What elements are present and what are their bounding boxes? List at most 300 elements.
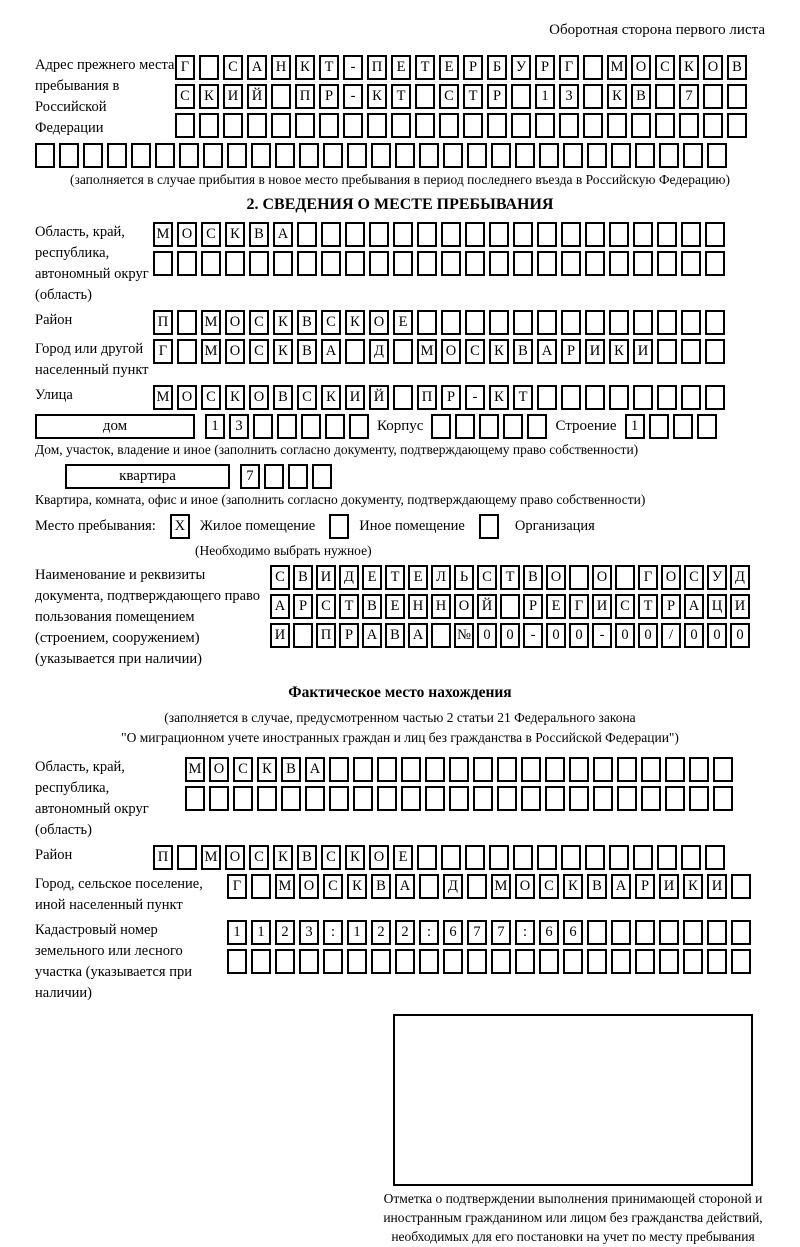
char-box[interactable] <box>585 251 605 276</box>
char-box[interactable] <box>323 143 343 168</box>
char-box[interactable]: М <box>607 55 627 80</box>
char-box[interactable] <box>561 310 581 335</box>
char-box[interactable]: М <box>201 310 221 335</box>
char-box[interactable]: О <box>299 874 319 899</box>
char-box[interactable]: О <box>661 565 681 590</box>
char-box[interactable]: 0 <box>684 623 704 648</box>
char-box[interactable] <box>489 251 509 276</box>
char-box[interactable] <box>583 113 603 138</box>
char-box[interactable] <box>587 920 607 945</box>
char-box[interactable]: Е <box>439 55 459 80</box>
char-box[interactable] <box>369 222 389 247</box>
char-box[interactable]: : <box>515 920 535 945</box>
char-box[interactable]: О <box>209 757 229 782</box>
char-box[interactable] <box>537 385 557 410</box>
char-box[interactable] <box>731 920 751 945</box>
char-box[interactable] <box>257 786 277 811</box>
char-box[interactable]: О <box>225 845 245 870</box>
char-box[interactable]: О <box>249 385 269 410</box>
char-box[interactable] <box>585 310 605 335</box>
char-box[interactable]: М <box>201 845 221 870</box>
char-box[interactable]: Г <box>638 565 658 590</box>
char-box[interactable]: К <box>257 757 277 782</box>
char-box[interactable]: И <box>707 874 727 899</box>
char-box[interactable]: К <box>489 339 509 364</box>
char-box[interactable]: 0 <box>615 623 635 648</box>
char-box[interactable] <box>657 222 677 247</box>
char-box[interactable] <box>401 757 421 782</box>
char-box[interactable]: Т <box>319 55 339 80</box>
char-box[interactable] <box>607 113 627 138</box>
char-box[interactable]: К <box>199 84 219 109</box>
char-box[interactable]: Н <box>431 594 451 619</box>
char-box[interactable] <box>465 222 485 247</box>
char-box[interactable] <box>683 920 703 945</box>
char-box[interactable]: 3 <box>299 920 319 945</box>
char-box[interactable] <box>561 385 581 410</box>
char-box[interactable] <box>561 845 581 870</box>
char-box[interactable] <box>569 757 589 782</box>
char-box[interactable]: 1 <box>347 920 367 945</box>
char-box[interactable] <box>177 251 197 276</box>
char-box[interactable] <box>59 143 79 168</box>
char-box[interactable] <box>681 310 701 335</box>
char-box[interactable] <box>295 113 315 138</box>
char-box[interactable]: 0 <box>477 623 497 648</box>
char-box[interactable]: К <box>489 385 509 410</box>
char-box[interactable]: С <box>175 84 195 109</box>
char-box[interactable]: Е <box>391 55 411 80</box>
char-box[interactable]: 0 <box>500 623 520 648</box>
char-box[interactable]: 1 <box>535 84 555 109</box>
char-box[interactable] <box>563 949 583 974</box>
char-box[interactable] <box>559 113 579 138</box>
char-box[interactable]: 2 <box>371 920 391 945</box>
char-box[interactable] <box>563 143 583 168</box>
char-box[interactable]: К <box>273 310 293 335</box>
char-box[interactable] <box>635 949 655 974</box>
char-box[interactable]: А <box>408 623 428 648</box>
char-box[interactable] <box>497 757 517 782</box>
char-box[interactable] <box>415 84 435 109</box>
char-box[interactable] <box>681 222 701 247</box>
char-box[interactable]: К <box>321 385 341 410</box>
char-box[interactable] <box>611 949 631 974</box>
char-box[interactable] <box>500 594 520 619</box>
char-box[interactable] <box>441 251 461 276</box>
char-box[interactable] <box>264 464 284 489</box>
char-box[interactable]: 0 <box>546 623 566 648</box>
char-box[interactable]: У <box>511 55 531 80</box>
char-box[interactable] <box>611 920 631 945</box>
char-box[interactable]: К <box>563 874 583 899</box>
checkbox-other-premises[interactable] <box>329 514 349 539</box>
char-box[interactable] <box>633 251 653 276</box>
char-box[interactable]: Р <box>441 385 461 410</box>
char-box[interactable] <box>209 786 229 811</box>
char-box[interactable] <box>655 84 675 109</box>
char-box[interactable] <box>585 222 605 247</box>
char-box[interactable] <box>689 786 709 811</box>
char-box[interactable]: О <box>441 339 461 364</box>
char-box[interactable]: Р <box>661 594 681 619</box>
char-box[interactable]: С <box>655 55 675 80</box>
char-box[interactable] <box>587 949 607 974</box>
char-box[interactable] <box>253 414 273 439</box>
char-box[interactable] <box>391 113 411 138</box>
char-box[interactable] <box>277 414 297 439</box>
char-box[interactable] <box>537 845 557 870</box>
char-box[interactable]: А <box>270 594 290 619</box>
char-box[interactable]: К <box>225 222 245 247</box>
char-box[interactable] <box>615 565 635 590</box>
char-box[interactable] <box>395 949 415 974</box>
char-box[interactable] <box>301 414 321 439</box>
char-box[interactable] <box>185 786 205 811</box>
char-box[interactable]: Г <box>227 874 247 899</box>
char-box[interactable] <box>515 143 535 168</box>
char-box[interactable] <box>609 310 629 335</box>
char-box[interactable] <box>569 786 589 811</box>
char-box[interactable]: Д <box>443 874 463 899</box>
char-box[interactable] <box>585 385 605 410</box>
checkbox-organization[interactable] <box>479 514 499 539</box>
char-box[interactable]: Р <box>635 874 655 899</box>
char-box[interactable]: И <box>592 594 612 619</box>
char-box[interactable]: А <box>611 874 631 899</box>
char-box[interactable]: А <box>247 55 267 80</box>
char-box[interactable] <box>325 414 345 439</box>
char-box[interactable]: И <box>345 385 365 410</box>
char-box[interactable] <box>683 143 703 168</box>
char-box[interactable] <box>527 414 547 439</box>
char-box[interactable]: 3 <box>559 84 579 109</box>
char-box[interactable]: С <box>439 84 459 109</box>
char-box[interactable]: № <box>454 623 474 648</box>
char-box[interactable]: С <box>270 565 290 590</box>
char-box[interactable] <box>271 113 291 138</box>
char-box[interactable] <box>177 339 197 364</box>
char-box[interactable]: М <box>417 339 437 364</box>
char-box[interactable] <box>465 310 485 335</box>
char-box[interactable] <box>587 143 607 168</box>
char-box[interactable] <box>583 84 603 109</box>
char-box[interactable]: М <box>275 874 295 899</box>
char-box[interactable]: К <box>609 339 629 364</box>
char-box[interactable]: С <box>465 339 485 364</box>
char-box[interactable]: 7 <box>491 920 511 945</box>
char-box[interactable]: П <box>367 55 387 80</box>
char-box[interactable]: 0 <box>569 623 589 648</box>
char-box[interactable] <box>275 949 295 974</box>
char-box[interactable] <box>441 845 461 870</box>
char-box[interactable]: Т <box>339 594 359 619</box>
char-box[interactable] <box>297 222 317 247</box>
char-box[interactable]: М <box>201 339 221 364</box>
char-box[interactable] <box>727 84 747 109</box>
char-box[interactable] <box>633 385 653 410</box>
char-box[interactable]: / <box>661 623 681 648</box>
char-box[interactable] <box>155 143 175 168</box>
char-box[interactable]: И <box>316 565 336 590</box>
char-box[interactable]: С <box>684 565 704 590</box>
char-box[interactable] <box>633 845 653 870</box>
char-box[interactable]: Е <box>408 565 428 590</box>
char-box[interactable]: Г <box>559 55 579 80</box>
char-box[interactable] <box>353 786 373 811</box>
char-box[interactable] <box>539 143 559 168</box>
char-box[interactable]: Т <box>463 84 483 109</box>
char-box[interactable] <box>681 251 701 276</box>
char-box[interactable]: - <box>465 385 485 410</box>
char-box[interactable] <box>683 949 703 974</box>
char-box[interactable] <box>585 845 605 870</box>
char-box[interactable] <box>425 786 445 811</box>
char-box[interactable] <box>593 757 613 782</box>
char-box[interactable]: К <box>345 310 365 335</box>
char-box[interactable]: Е <box>385 594 405 619</box>
char-box[interactable]: 6 <box>539 920 559 945</box>
char-box[interactable] <box>353 757 373 782</box>
char-box[interactable] <box>377 786 397 811</box>
char-box[interactable] <box>431 414 451 439</box>
char-box[interactable]: К <box>225 385 245 410</box>
char-box[interactable] <box>631 113 651 138</box>
char-box[interactable] <box>349 414 369 439</box>
char-box[interactable]: С <box>316 594 336 619</box>
char-box[interactable]: Е <box>362 565 382 590</box>
char-box[interactable]: Л <box>431 565 451 590</box>
char-box[interactable] <box>203 143 223 168</box>
char-box[interactable] <box>473 757 493 782</box>
char-box[interactable] <box>491 143 511 168</box>
char-box[interactable] <box>659 949 679 974</box>
char-box[interactable]: С <box>323 874 343 899</box>
char-box[interactable] <box>417 310 437 335</box>
char-box[interactable] <box>465 845 485 870</box>
char-box[interactable]: О <box>177 222 197 247</box>
char-box[interactable]: В <box>362 594 382 619</box>
char-box[interactable] <box>175 113 195 138</box>
char-box[interactable]: К <box>347 874 367 899</box>
char-box[interactable] <box>489 310 509 335</box>
char-box[interactable] <box>561 222 581 247</box>
char-box[interactable] <box>425 757 445 782</box>
char-box[interactable] <box>415 113 435 138</box>
char-box[interactable] <box>293 623 313 648</box>
char-box[interactable] <box>299 949 319 974</box>
char-box[interactable] <box>443 143 463 168</box>
char-box[interactable]: С <box>223 55 243 80</box>
char-box[interactable] <box>251 949 271 974</box>
char-box[interactable] <box>609 251 629 276</box>
char-box[interactable] <box>223 113 243 138</box>
char-box[interactable] <box>131 143 151 168</box>
char-box[interactable] <box>299 143 319 168</box>
char-box[interactable] <box>511 113 531 138</box>
char-box[interactable]: И <box>659 874 679 899</box>
char-box[interactable]: О <box>592 565 612 590</box>
char-box[interactable]: К <box>607 84 627 109</box>
char-box[interactable] <box>107 143 127 168</box>
char-box[interactable]: К <box>273 339 293 364</box>
char-box[interactable] <box>609 222 629 247</box>
char-box[interactable] <box>247 113 267 138</box>
char-box[interactable]: В <box>631 84 651 109</box>
char-box[interactable]: О <box>703 55 723 80</box>
char-box[interactable] <box>641 757 661 782</box>
char-box[interactable] <box>659 143 679 168</box>
char-box[interactable]: С <box>539 874 559 899</box>
char-box[interactable] <box>609 385 629 410</box>
char-box[interactable]: В <box>293 565 313 590</box>
char-box[interactable]: В <box>523 565 543 590</box>
char-box[interactable] <box>679 113 699 138</box>
char-box[interactable] <box>225 251 245 276</box>
char-box[interactable]: Д <box>730 565 750 590</box>
char-box[interactable] <box>659 920 679 945</box>
char-box[interactable]: 0 <box>707 623 727 648</box>
char-box[interactable] <box>513 310 533 335</box>
char-box[interactable] <box>705 339 725 364</box>
char-box[interactable]: О <box>631 55 651 80</box>
char-box[interactable] <box>609 845 629 870</box>
char-box[interactable]: И <box>223 84 243 109</box>
char-box[interactable] <box>177 845 197 870</box>
char-box[interactable] <box>707 143 727 168</box>
char-box[interactable]: Й <box>369 385 389 410</box>
char-box[interactable]: Н <box>271 55 291 80</box>
char-box[interactable] <box>489 845 509 870</box>
char-box[interactable]: Р <box>339 623 359 648</box>
char-box[interactable]: А <box>684 594 704 619</box>
char-box[interactable]: - <box>343 84 363 109</box>
char-box[interactable] <box>641 786 661 811</box>
char-box[interactable]: Б <box>487 55 507 80</box>
char-box[interactable] <box>345 251 365 276</box>
char-box[interactable]: 7 <box>467 920 487 945</box>
char-box[interactable]: Д <box>339 565 359 590</box>
char-box[interactable]: С <box>297 385 317 410</box>
char-box[interactable] <box>201 251 221 276</box>
char-box[interactable] <box>593 786 613 811</box>
char-box[interactable]: О <box>546 565 566 590</box>
char-box[interactable] <box>251 143 271 168</box>
char-box[interactable]: К <box>345 845 365 870</box>
char-box[interactable]: Р <box>561 339 581 364</box>
char-box[interactable] <box>227 949 247 974</box>
char-box[interactable]: М <box>491 874 511 899</box>
char-box[interactable] <box>439 113 459 138</box>
char-box[interactable]: Г <box>153 339 173 364</box>
char-box[interactable] <box>649 414 669 439</box>
char-box[interactable] <box>521 786 541 811</box>
char-box[interactable] <box>329 786 349 811</box>
char-box[interactable]: В <box>297 339 317 364</box>
char-box[interactable]: С <box>201 385 221 410</box>
char-box[interactable]: Г <box>569 594 589 619</box>
char-box[interactable] <box>441 222 461 247</box>
char-box[interactable] <box>347 143 367 168</box>
char-box[interactable] <box>319 113 339 138</box>
char-box[interactable] <box>35 143 55 168</box>
char-box[interactable] <box>345 339 365 364</box>
char-box[interactable]: О <box>369 310 389 335</box>
char-box[interactable]: С <box>233 757 253 782</box>
char-box[interactable]: А <box>273 222 293 247</box>
char-box[interactable]: И <box>633 339 653 364</box>
char-box[interactable] <box>513 845 533 870</box>
char-box[interactable] <box>697 414 717 439</box>
char-box[interactable]: А <box>305 757 325 782</box>
char-box[interactable]: 1 <box>227 920 247 945</box>
char-box[interactable]: О <box>225 339 245 364</box>
char-box[interactable] <box>705 385 725 410</box>
char-box[interactable] <box>329 757 349 782</box>
char-box[interactable] <box>419 143 439 168</box>
checkbox-residential[interactable]: X <box>170 514 190 539</box>
char-box[interactable] <box>467 143 487 168</box>
char-box[interactable]: П <box>153 845 173 870</box>
char-box[interactable] <box>511 84 531 109</box>
char-box[interactable] <box>417 845 437 870</box>
char-box[interactable] <box>393 251 413 276</box>
char-box[interactable]: Ц <box>707 594 727 619</box>
char-box[interactable]: В <box>385 623 405 648</box>
char-box[interactable]: Д <box>369 339 389 364</box>
char-box[interactable]: 2 <box>275 920 295 945</box>
char-box[interactable]: А <box>537 339 557 364</box>
char-box[interactable]: Ь <box>454 565 474 590</box>
char-box[interactable]: О <box>177 385 197 410</box>
char-box[interactable] <box>487 113 507 138</box>
char-box[interactable]: Е <box>546 594 566 619</box>
char-box[interactable] <box>489 222 509 247</box>
char-box[interactable]: С <box>201 222 221 247</box>
char-box[interactable] <box>703 84 723 109</box>
char-box[interactable]: К <box>273 845 293 870</box>
char-box[interactable]: С <box>321 845 341 870</box>
char-box[interactable]: Т <box>415 55 435 80</box>
char-box[interactable] <box>419 949 439 974</box>
char-box[interactable] <box>707 949 727 974</box>
char-box[interactable] <box>545 757 565 782</box>
char-box[interactable] <box>449 757 469 782</box>
char-box[interactable] <box>561 251 581 276</box>
char-box[interactable]: - <box>343 55 363 80</box>
char-box[interactable]: - <box>592 623 612 648</box>
char-box[interactable] <box>321 251 341 276</box>
char-box[interactable] <box>393 222 413 247</box>
char-box[interactable] <box>497 786 517 811</box>
char-box[interactable]: Р <box>523 594 543 619</box>
char-box[interactable]: П <box>295 84 315 109</box>
char-box[interactable]: И <box>585 339 605 364</box>
char-box[interactable] <box>535 113 555 138</box>
char-box[interactable]: 0 <box>638 623 658 648</box>
char-box[interactable] <box>689 757 709 782</box>
char-box[interactable]: А <box>395 874 415 899</box>
char-box[interactable] <box>657 251 677 276</box>
char-box[interactable] <box>343 113 363 138</box>
char-box[interactable]: В <box>297 845 317 870</box>
char-box[interactable]: В <box>297 310 317 335</box>
char-box[interactable] <box>479 414 499 439</box>
char-box[interactable]: - <box>523 623 543 648</box>
char-box[interactable]: С <box>321 310 341 335</box>
char-box[interactable] <box>583 55 603 80</box>
char-box[interactable]: П <box>316 623 336 648</box>
